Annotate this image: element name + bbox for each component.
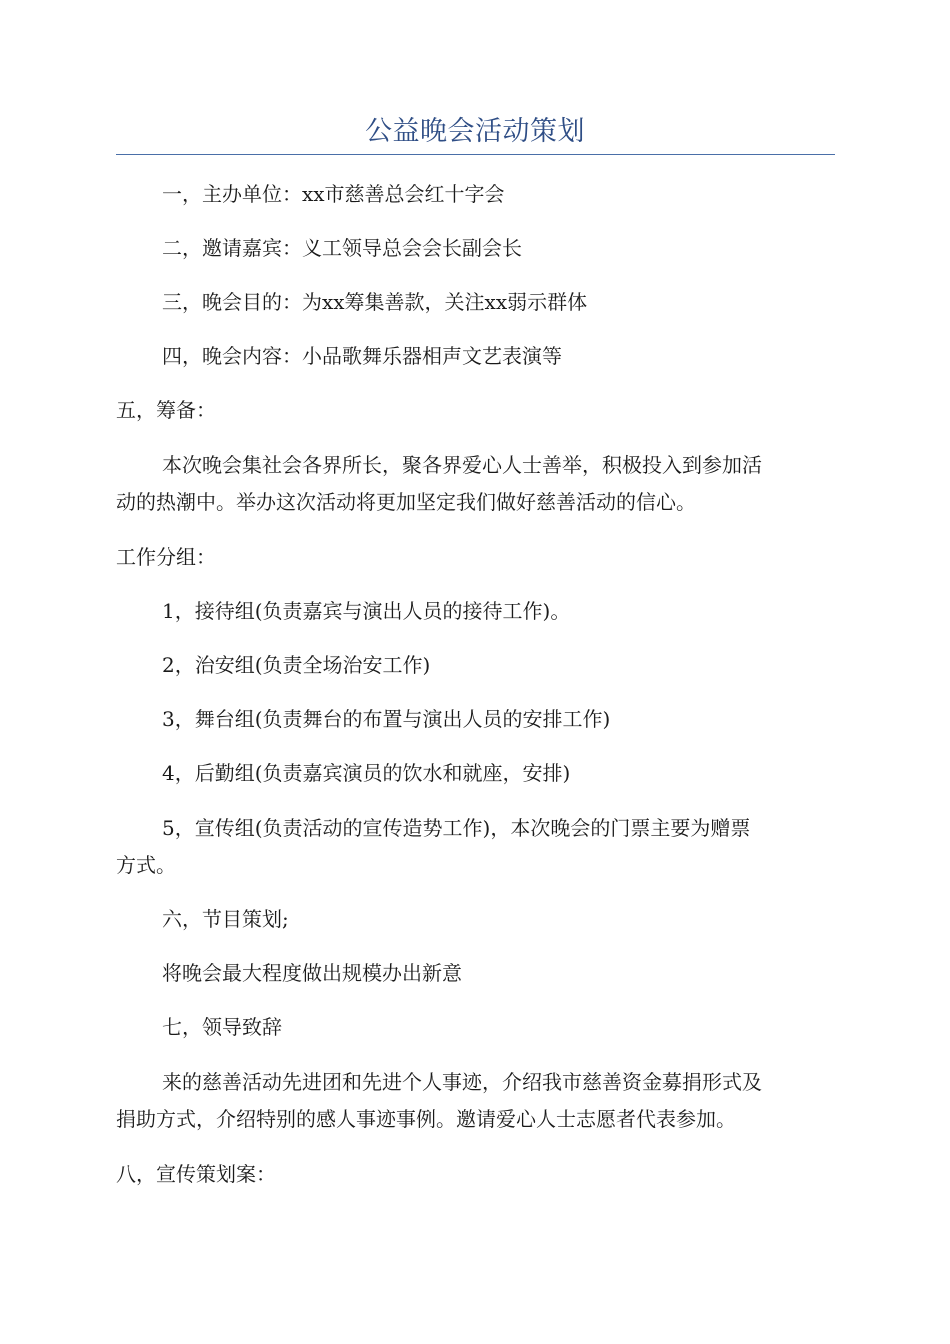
paragraph-groups-heading: 工作分组：	[116, 545, 216, 569]
paragraph-preparation-line-2: 动的热潮中。举办这次活动将更加坚定我们做好慈善活动的信心。	[116, 490, 696, 514]
paragraph-purpose: 三，晚会目的：为xx筹集善款，关注xx弱示群体	[162, 290, 588, 314]
paragraph-organizer: 一，主办单位：xx市慈善总会红十字会	[162, 182, 505, 206]
paragraph-content: 四，晚会内容：小品歌舞乐器相声文艺表演等	[162, 344, 562, 368]
paragraph-speech-heading: 七，领导致辞	[162, 1015, 282, 1039]
document-title: 公益晚会活动策划	[365, 116, 585, 147]
paragraph-preparation-heading: 五，筹备：	[116, 398, 216, 422]
paragraph-guests: 二，邀请嘉宾：义工领导总会会长副会长	[162, 236, 522, 260]
paragraph-program-text: 将晚会最大程度做出规模办出新意	[162, 961, 462, 985]
paragraph-group-stage: 3，舞台组(负责舞台的布置与演出人员的安排工作)	[162, 707, 611, 731]
paragraph-group-publicity-line-2: 方式。	[116, 853, 176, 877]
paragraph-group-reception: 1，接待组(负责嘉宾与演出人员的接待工作)。	[162, 599, 571, 623]
paragraph-group-logistics: 4，后勤组(负责嘉宾演员的饮水和就座，安排)	[162, 761, 571, 785]
title-underline	[116, 154, 835, 155]
paragraph-publicity-plan-heading: 八，宣传策划案：	[116, 1162, 276, 1186]
paragraph-speech-line-1: 来的慈善活动先进团和先进个人事迹，介绍我市慈善资金募捐形式及	[162, 1070, 762, 1094]
paragraph-program-heading: 六，节目策划;	[162, 907, 289, 931]
paragraph-speech-line-2: 捐助方式，介绍特别的感人事迹事例。邀请爱心人士志愿者代表参加。	[116, 1107, 736, 1131]
paragraph-group-security: 2，治安组(负责全场治安工作)	[162, 653, 431, 677]
paragraph-preparation-line-1: 本次晚会集社会各界所长，聚各界爱心人士善举，积极投入到参加活	[162, 453, 762, 477]
paragraph-group-publicity-line-1: 5，宣传组(负责活动的宣传造势工作)，本次晚会的门票主要为赠票	[162, 816, 751, 840]
